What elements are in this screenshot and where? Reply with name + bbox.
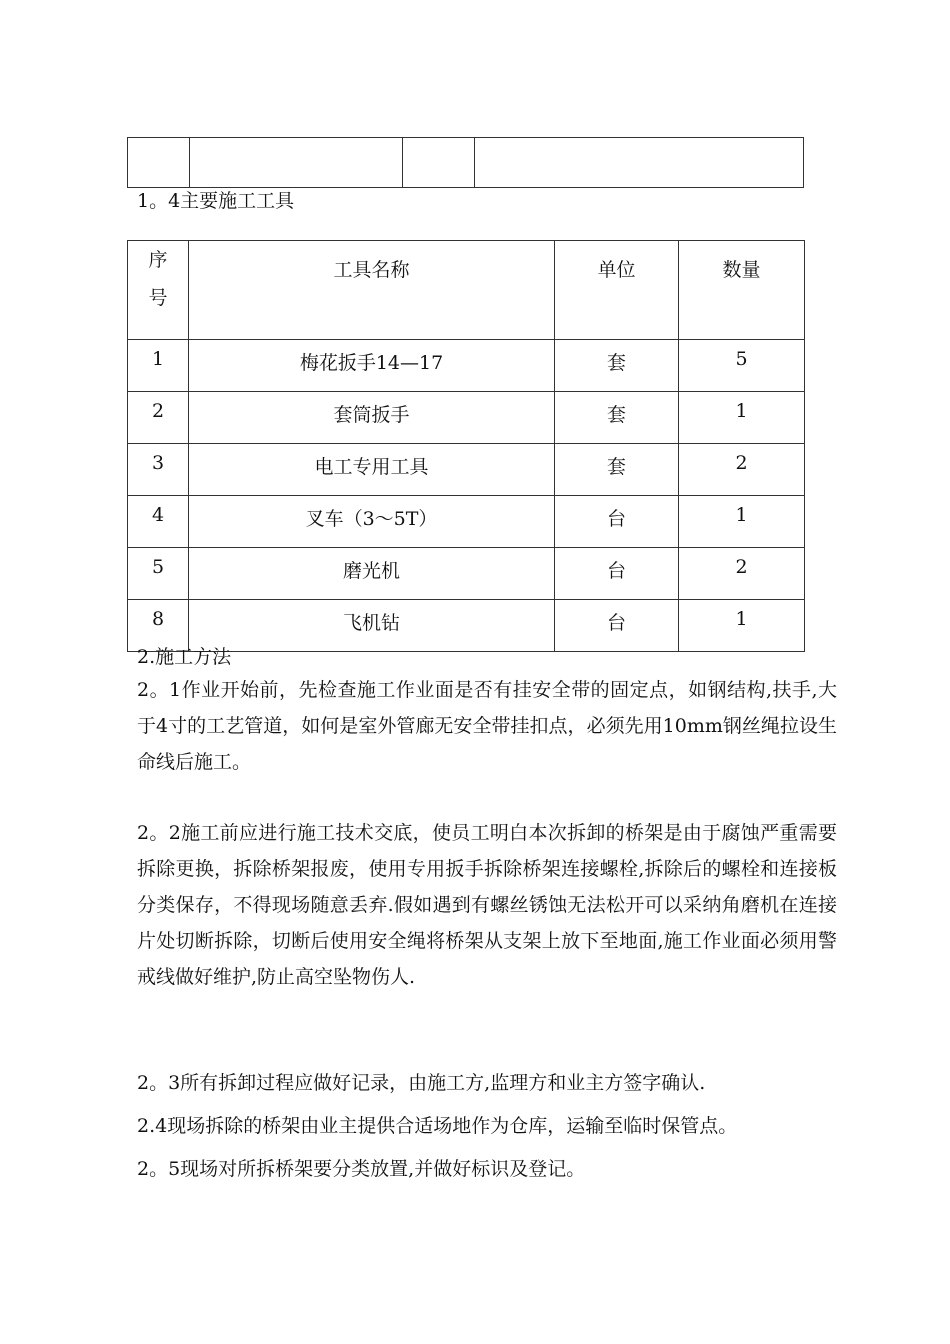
table-row: [128, 138, 804, 188]
cell-unit: 台: [555, 600, 679, 652]
cell-seq: 4: [128, 496, 189, 548]
cell-unit: 套: [555, 444, 679, 496]
table-header-row: [128, 241, 805, 340]
table-row: [128, 548, 805, 600]
header-qty: 数量: [679, 241, 805, 340]
cell-qty: 2: [679, 548, 805, 600]
cell-unit: 套: [555, 392, 679, 444]
table-cell: [403, 138, 475, 188]
paragraph-2-3: 2。3所有拆卸过程应做好记录，由施工方,监理方和业主方签字确认.: [137, 1072, 706, 1094]
cell-seq: 5: [128, 548, 189, 600]
cell-seq: 2: [128, 392, 189, 444]
section-heading-method: 2.施工方法: [137, 646, 232, 668]
cell-qty: 2: [679, 444, 805, 496]
cell-unit: 台: [555, 548, 679, 600]
cell-unit: 台: [555, 496, 679, 548]
table-cell: [190, 138, 403, 188]
table-cell: [475, 138, 804, 188]
table-row: [128, 600, 805, 652]
cell-qty: 1: [679, 496, 805, 548]
cell-seq: 3: [128, 444, 189, 496]
cell-seq: 8: [128, 600, 189, 652]
cell-qty: 5: [679, 340, 805, 392]
section-heading-tools: 1。4主要施工工具: [137, 190, 295, 212]
cell-name: 磨光机: [189, 548, 555, 600]
table-row: [128, 496, 805, 548]
table-row: [128, 392, 805, 444]
table-row: [128, 340, 805, 392]
paragraph-2-1: 2。1作业开始前，先检查施工作业面是否有挂安全带的固定点，如钢结构,扶手,大于4寸的工艺管道，如何是室外管廊无安全带挂扣点，必须先用10mm钢丝绳拉设生命线后施工。: [137, 679, 837, 773]
cell-qty: 1: [679, 600, 805, 652]
header-seq: [128, 241, 189, 340]
table-cell: [128, 138, 190, 188]
header-name: 工具名称: [189, 241, 555, 340]
cell-name: 电工专用工具: [189, 444, 555, 496]
cell-seq: 1: [128, 340, 189, 392]
cell-qty: 1: [679, 392, 805, 444]
paragraph-2-2: 2。2施工前应进行施工技术交底，使员工明白本次拆卸的桥架是由于腐蚀严重需要拆除更换，拆除桥架报废，使用专用扳手拆除桥架连接螺栓,拆除后的螺栓和连接板分类保存，不得现场随意丢弃.假如遇到有螺丝锈蚀无法松开可以采纳角磨机在连接片处切断拆除，切断后使用安全绳将桥架从支架上放下至地面,施工作业面必须用警戒线做好维护,防止高空坠物伤人.: [137, 822, 837, 988]
header-unit: 单位: [555, 241, 679, 340]
cell-name: 套筒扳手: [189, 392, 555, 444]
paragraph-2-4: 2.4现场拆除的桥架由业主提供合适场地作为仓库，运输至临时保管点。: [137, 1115, 738, 1137]
paragraph-2-5: 2。5现场对所拆桥架要分类放置,并做好标识及登记。: [137, 1158, 586, 1180]
cell-unit: 套: [555, 340, 679, 392]
header-seq-label: 序号: [148, 249, 168, 309]
cell-name: 梅花扳手14—17: [189, 340, 555, 392]
cell-name: 叉车（3～5T）: [189, 496, 555, 548]
cell-name: 飞机钻: [189, 600, 555, 652]
previous-table-fragment: [127, 137, 804, 188]
table-row: [128, 444, 805, 496]
tools-table: [127, 240, 805, 652]
